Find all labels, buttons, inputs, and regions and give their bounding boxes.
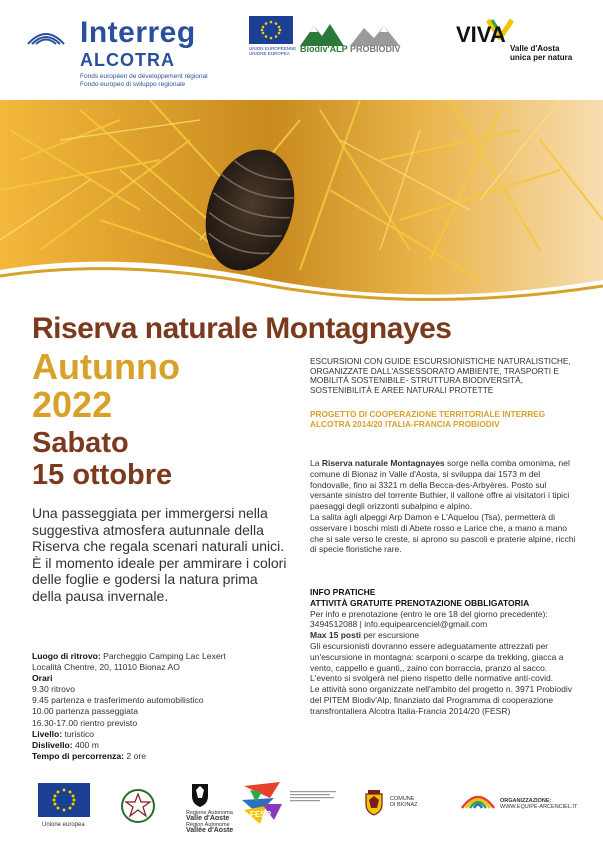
eu-caption-fr: UNION EUROPÉENNE xyxy=(249,46,297,51)
comune-1: COMUNE xyxy=(390,796,415,802)
desc-bold: Riserva naturale Montagnayes xyxy=(321,458,445,468)
page-title: Riserva naturale Montagnayes xyxy=(32,312,452,345)
alcotra-text: ALCOTRA xyxy=(80,50,175,70)
practical-details xyxy=(32,651,292,762)
rva-2: Valle d'Aoste xyxy=(186,815,230,822)
italian-republic-emblem-icon xyxy=(120,788,156,824)
info-funding: Le attività sono organizzate nell'ambito del progetto n. 3971 Probiodiv del PITEM Biodiv'Alp, finanziato dal Programma di cooperazione transfrontaliera Alcotra Italia-Francia 2014/20 (FESR) xyxy=(310,684,572,716)
viva-sub-1: Valle d'Aosta xyxy=(510,44,560,53)
rva-1: Regione Autonoma xyxy=(186,810,233,816)
comune-2: DI BIONAZ xyxy=(390,802,418,808)
desc-a: La xyxy=(310,458,322,468)
arcenciel-rainbow-icon xyxy=(460,786,496,810)
livello-line xyxy=(32,729,292,740)
org-caption xyxy=(500,798,590,810)
max-posti: Max 15 posti xyxy=(310,630,362,641)
day-title: Sabato xyxy=(32,427,129,459)
max-rest: per escursione xyxy=(361,630,420,641)
info-equipment: Gli escursionisti dovranno essere adeguatamente attrezzati per un'escursione in montagna: scarponi o scarpe da trekking, giacca a vento, cappello e guanti,, zaino con borraccia, pranzo al sacco. xyxy=(310,640,564,673)
fondo-fr: Fonds européen de développement régional xyxy=(80,73,208,80)
orari-label: Orari xyxy=(32,673,53,684)
info-covid: L'evento si svolgerà nel pieno rispetto delle normative anti-covid. xyxy=(310,673,554,684)
project-text: PROGETTO DI COOPERAZIONE TERRITORIALE INTERREG ALCOTRA 2014/20 ITALIA-FRANCIA PROBIODIV xyxy=(310,409,546,429)
probiodiv-text: PROBIODIV xyxy=(350,44,401,54)
reserve-description xyxy=(310,458,580,555)
orari-item: 10.00 partenza passeggiata xyxy=(32,706,139,717)
rva-3: Région Autonome xyxy=(186,822,230,828)
biodivalp-text: Biodiv'ALP xyxy=(300,44,348,54)
organizer-text: ESCURSIONI CON GUIDE ESCURSIONISTICHE NATURALISTICHE, ORGANIZZATE DALL'ASSESSORATO AMBIENTE, TRASPORTI E MOBILITÀ SOSTENIBILE- STRUTTURA BIODIVERSITÀ, SOSTENIBILITÀ E AREE NATURALI PROTETTE xyxy=(310,356,571,395)
orari-item: 9.30 ritrovo xyxy=(32,684,75,695)
info-heading: INFO PRATICHE xyxy=(310,587,376,597)
eu-flag-footer-icon xyxy=(38,783,90,817)
rva-4: Vallée d'Aoste xyxy=(186,827,234,834)
dislivello-label: Dislivello: xyxy=(32,739,73,750)
orari-item: 16.30-17.00 rientro previsto xyxy=(32,717,138,728)
interreg-mark-icon xyxy=(26,28,66,48)
ritrovo-line xyxy=(32,651,292,662)
fondo-text xyxy=(80,73,208,89)
ritrovo-address: Località Chentre, 20, 11010 Bionaz AO xyxy=(32,662,180,673)
viva-logo-text: VIVA xyxy=(456,22,506,47)
ritrovo-label: Luogo di ritrovo: xyxy=(32,651,101,661)
tempo-line xyxy=(32,751,292,762)
ue-caption: Unione europea xyxy=(42,822,85,828)
season-title: Autunno xyxy=(32,346,180,387)
tempo-label: Tempo di percorrenza: xyxy=(32,750,125,761)
org-label: ORGANIZZAZIONE: xyxy=(500,798,552,804)
livello-label: Livello: xyxy=(32,728,63,739)
desc-c: La salita agli alpeggi Arp Damon e L'Aquelou (Tsa), permetterà di osservare i boschi misti di Abete rosso e Larice che, a mano a mano che si sale verso le creste, si aprono su pascoli e praterie alpine, ricchi di specie floristiche rare. xyxy=(310,511,576,555)
dislivello-value: 400 m xyxy=(72,739,99,750)
eu-flag-icon xyxy=(249,16,293,44)
rva-caption xyxy=(186,810,246,834)
tempo-value: 2 ore xyxy=(124,750,146,761)
info-pratiche xyxy=(310,587,580,717)
viva-sub-2: unica per natura xyxy=(510,53,573,62)
year-title: 2022 xyxy=(32,384,113,425)
info-contact: 3494512088 | info.equipearcenciel@gmail.com xyxy=(310,619,488,630)
desc-b: sorge nella comba omonima, nel comune di Bionaz in Valle d'Aosta, si sviluppa dai 1573 m del fondovalle, fino ai 3321 m della Becca-des-Arbyères. Posto sul versante sinistro del torrente Buthier, il vallone offre ai visitatori i tipici paesaggi degli orizzonti subalpino e alpino. xyxy=(310,458,570,512)
dislivello-line xyxy=(32,740,292,751)
eu-caption-it: UNIONE EUROPEA xyxy=(249,51,290,56)
livello-value: turistico xyxy=(62,728,95,739)
date-title: 15 ottobre xyxy=(32,459,173,491)
valle-aosta-crest-icon xyxy=(190,782,210,808)
fondo-it: Fondo europeo di sviluppo regionale xyxy=(80,81,186,88)
lead-paragraph: Una passeggiata per immergersi nella suggestiva atmosfera autunnale della Riserva che regala scenari naturali unici. È il momento ideale per ammirare i colori delle foglie e godersi la natura prima della pausa invernale. xyxy=(32,505,287,604)
org-website: WWW.EQUIPE-ARCENCIEL.IT xyxy=(500,804,578,810)
fesr-logo-icon xyxy=(240,780,284,826)
larch-cone-photo xyxy=(0,100,603,310)
viva-subtitle xyxy=(510,44,572,62)
interreg-logo-text: Interreg xyxy=(80,16,196,49)
orari-item: 9.45 partenza e trasferimento automobilistico xyxy=(32,695,204,706)
ritrovo-value: Parcheggio Camping Lac Lexert xyxy=(100,651,226,661)
fesr-label: FESR xyxy=(250,810,272,819)
bionaz-crest-icon xyxy=(364,790,384,816)
fesr-fine-print-icon xyxy=(290,790,340,806)
info-subheading: ATTIVITÀ GRATUITE PRENOTAZIONE OBBLIGATORIA xyxy=(310,597,530,608)
info-booking: Per info e prenotazione (entro le ore 18 del giorno precedente): xyxy=(310,608,548,619)
comune-caption xyxy=(390,796,418,808)
